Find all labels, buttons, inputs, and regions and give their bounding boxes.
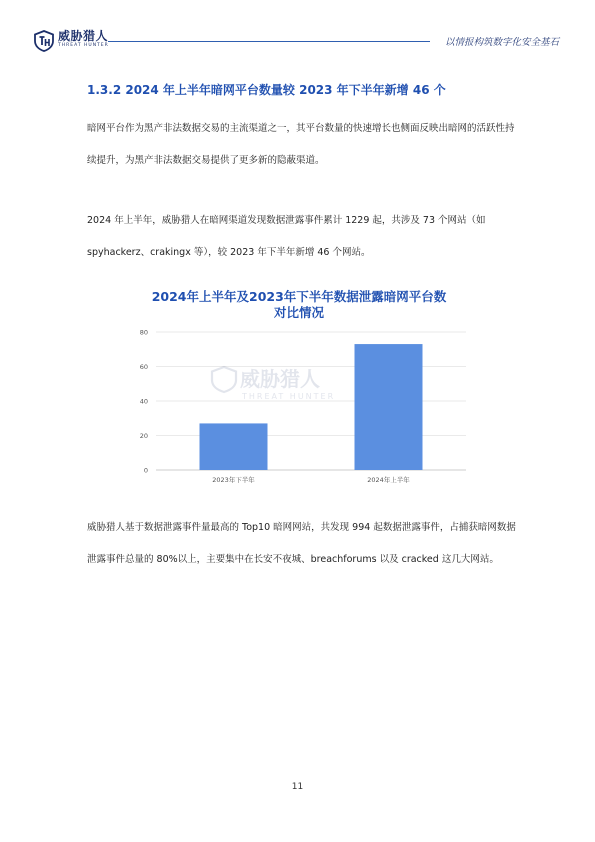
chart-title — [106, 289, 492, 321]
y-tick-label: 0 — [143, 466, 148, 475]
watermark-cn: 威胁猎人 — [240, 367, 320, 391]
header-divider — [108, 41, 430, 42]
page-number: 11 — [291, 782, 304, 792]
x-tick-label: 2024年上半年 — [367, 476, 410, 484]
paragraph-darkweb-platforms: 暗网平台作为黑产非法数据交易的主流渠道之一，其平台数量的快速增长也侧面反映出暗网的活跃性持续提升，为黑产非法数据交易提供了更多新的隐蔽渠道。 — [87, 123, 515, 166]
watermark-shield-icon — [212, 367, 236, 392]
y-tick-label: 20 — [139, 432, 148, 440]
paragraph-leak-events-2024h1: 2024 年上半年，威胁猎人在暗网渠道发现数据泄露事件累计 1229 起，共涉及 73 个网站（如 spyhackerz、crakingx 等），较 2023 年下半年新增 46 个网站。 — [87, 215, 486, 258]
y-tick-label: 40 — [139, 397, 148, 406]
threat-hunter-logo-icon — [33, 30, 55, 52]
watermark-en: THREAT HUNTER — [242, 392, 336, 401]
brand-name-en: THREAT HUNTER — [58, 43, 109, 48]
bar-chart — [106, 285, 492, 495]
brand — [58, 30, 109, 49]
bar — [200, 423, 268, 470]
chart-title-line1: 2024年上半年及2023年下半年数据泄露暗网平台数 — [151, 289, 447, 304]
header-tagline: 以情报构筑数字化安全基石 — [444, 37, 559, 48]
section-title: 1.3.2 2024 年上半年暗网平台数量较 2023 年下半年新增 46 个 — [87, 83, 446, 97]
y-tick-label: 60 — [139, 363, 148, 371]
bar — [355, 344, 423, 470]
page-header — [0, 0, 595, 60]
brand-name-cn: 威胁猎人 — [58, 29, 109, 43]
x-tick-label: 2023年下半年 — [212, 476, 255, 484]
chart-title-line2: 对比情况 — [273, 305, 324, 320]
y-tick-label: 80 — [139, 328, 148, 337]
paragraph-top10-sites: 威胁猎人基于数据泄露事件量最高的 Top10 暗网网站，共发现 994 起数据泄露事件，占捕获暗网数据泄露事件总量的 80%以上，主要集中在长安不夜城、breachforums 以及 cracked 这几大网站。 — [87, 522, 516, 565]
